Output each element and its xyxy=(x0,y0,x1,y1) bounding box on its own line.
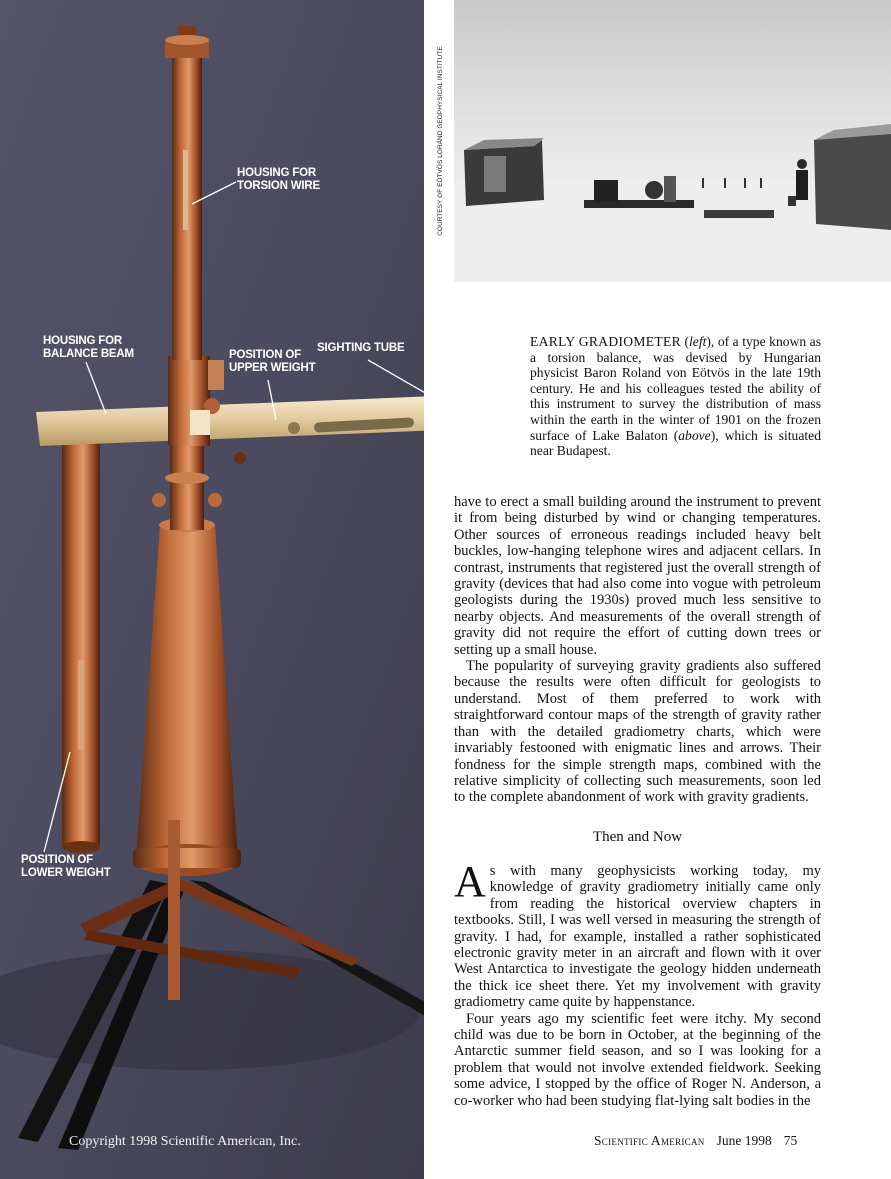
page-number: 75 xyxy=(783,1133,798,1148)
caption-above-ref: above xyxy=(678,427,711,443)
label-torsion-wire: HOUSING FOR TORSION WIRE xyxy=(237,167,321,192)
article-column-top xyxy=(454,494,821,806)
figure-caption: EARLY GRADIOMETER (left), of a type known as a torsion balance, was devised by Hungarian physicist Baron Roland von Eötvös in the late 19th century. He and his colleagues tested the ability of this instrument to survey the distribution of mass within the earth in the winter of 1901 on the frozen surface of Lake Balaton (above), which is situated near Budapest. xyxy=(530,334,821,459)
label-upper-weight: POSITION OF UPPER WEIGHT xyxy=(229,349,316,374)
caption-text-1: ), of a type known as a torsion balance, was devised by Hungarian physicist Baron Roland von Eötvös in the late 19th century. He and his colleagues tested the ability of this instrument to survey the distribution of mass within the earth in the winter of 1901 on the frozen surface of Lake Balaton ( xyxy=(530,334,821,443)
caption-left-ref: left xyxy=(689,334,707,349)
paragraph: have to erect a small building around the instrument to prevent it from being disturbed by wind or changing temperatures. Other sources of erroneous readings included heavy belt buckles, low-hanging telephone wires and adjacent cellars. In contrast, instruments that registered just the overall strength of gravity (devices that had also come into vogue with petroleum geologists during the 1930s) proved much less sensitive to nearby objects. And measurements of the overall strength of gravity did not require the effort of cutting down trees or setting up a small house. xyxy=(454,494,821,658)
lower-weight-tube xyxy=(62,415,100,847)
drop-cap: A xyxy=(454,857,486,906)
article-column-bottom xyxy=(454,857,821,1109)
paragraph: Four years ago my scientific feet were itchy. My second child was due to be born in October, at the beginning of the Antarctic summer field season, and so I was looking for a problem that would not involve extended fieldwork. Seeking some advice, I stopped by the office of Roger N. Anderson, a co-worker who had been studying flat-lying salt bodies in the xyxy=(454,1010,821,1109)
label-sighting-tube: SIGHTING TUBE xyxy=(317,342,405,354)
paragraph: The popularity of surveying gravity gradients also suffered because the results were often difficult for geologists to understand. Most of them preferred to work with straightforward contour maps of the strength of gravity rather than with the detailed gradiometry charts, which were invariably festooned with enigmatic lines and arrows. Their fondness for the simple strength maps, combined with the relative simplicity of collecting such measurements, soon led to the complete abandonment of work with gravity gradients. xyxy=(454,658,821,806)
page-footer xyxy=(594,1133,797,1149)
label-lower-weight: POSITION OF LOWER WEIGHT xyxy=(21,854,111,879)
photo-credit: COURTESY OF EÖTVÖS LORÁND GEOPHYSICAL INSTITUTE xyxy=(437,46,444,236)
copyright-notice: Copyright 1998 Scientific American, Inc. xyxy=(69,1134,301,1149)
torsion-balance-illustration xyxy=(0,0,424,1179)
section-heading: Then and Now xyxy=(592,829,683,845)
caption-lead: EARLY GRADIOMETER xyxy=(530,334,681,349)
journal-name: Scientific American xyxy=(594,1133,705,1148)
issue-date: June 1998 xyxy=(716,1133,772,1148)
caption-text-2: ), which is situated near Budapest. xyxy=(530,427,821,459)
paragraph-text: s with many geophysicists working today, my knowledge of gravity gradiometry initially came only from reading the historical overview chapters in textbooks. Still, I was well versed in measuring the strength of gravity. I had, for example, installed a rather sophisticated electronic gravity meter in an aircraft and flown with it over West Antarctica to investigate the geology hidden underneath the thick ice sheet there. Yet my involvement with gravity gradiometry came quite by happenstance. xyxy=(454,863,821,1011)
paragraph xyxy=(454,857,821,1011)
lake-balaton-photo xyxy=(454,0,891,282)
label-balance-beam: HOUSING FOR BALANCE BEAM xyxy=(43,335,134,360)
lake-balaton-illustration xyxy=(454,0,891,282)
torsion-balance-photo xyxy=(0,0,424,1179)
